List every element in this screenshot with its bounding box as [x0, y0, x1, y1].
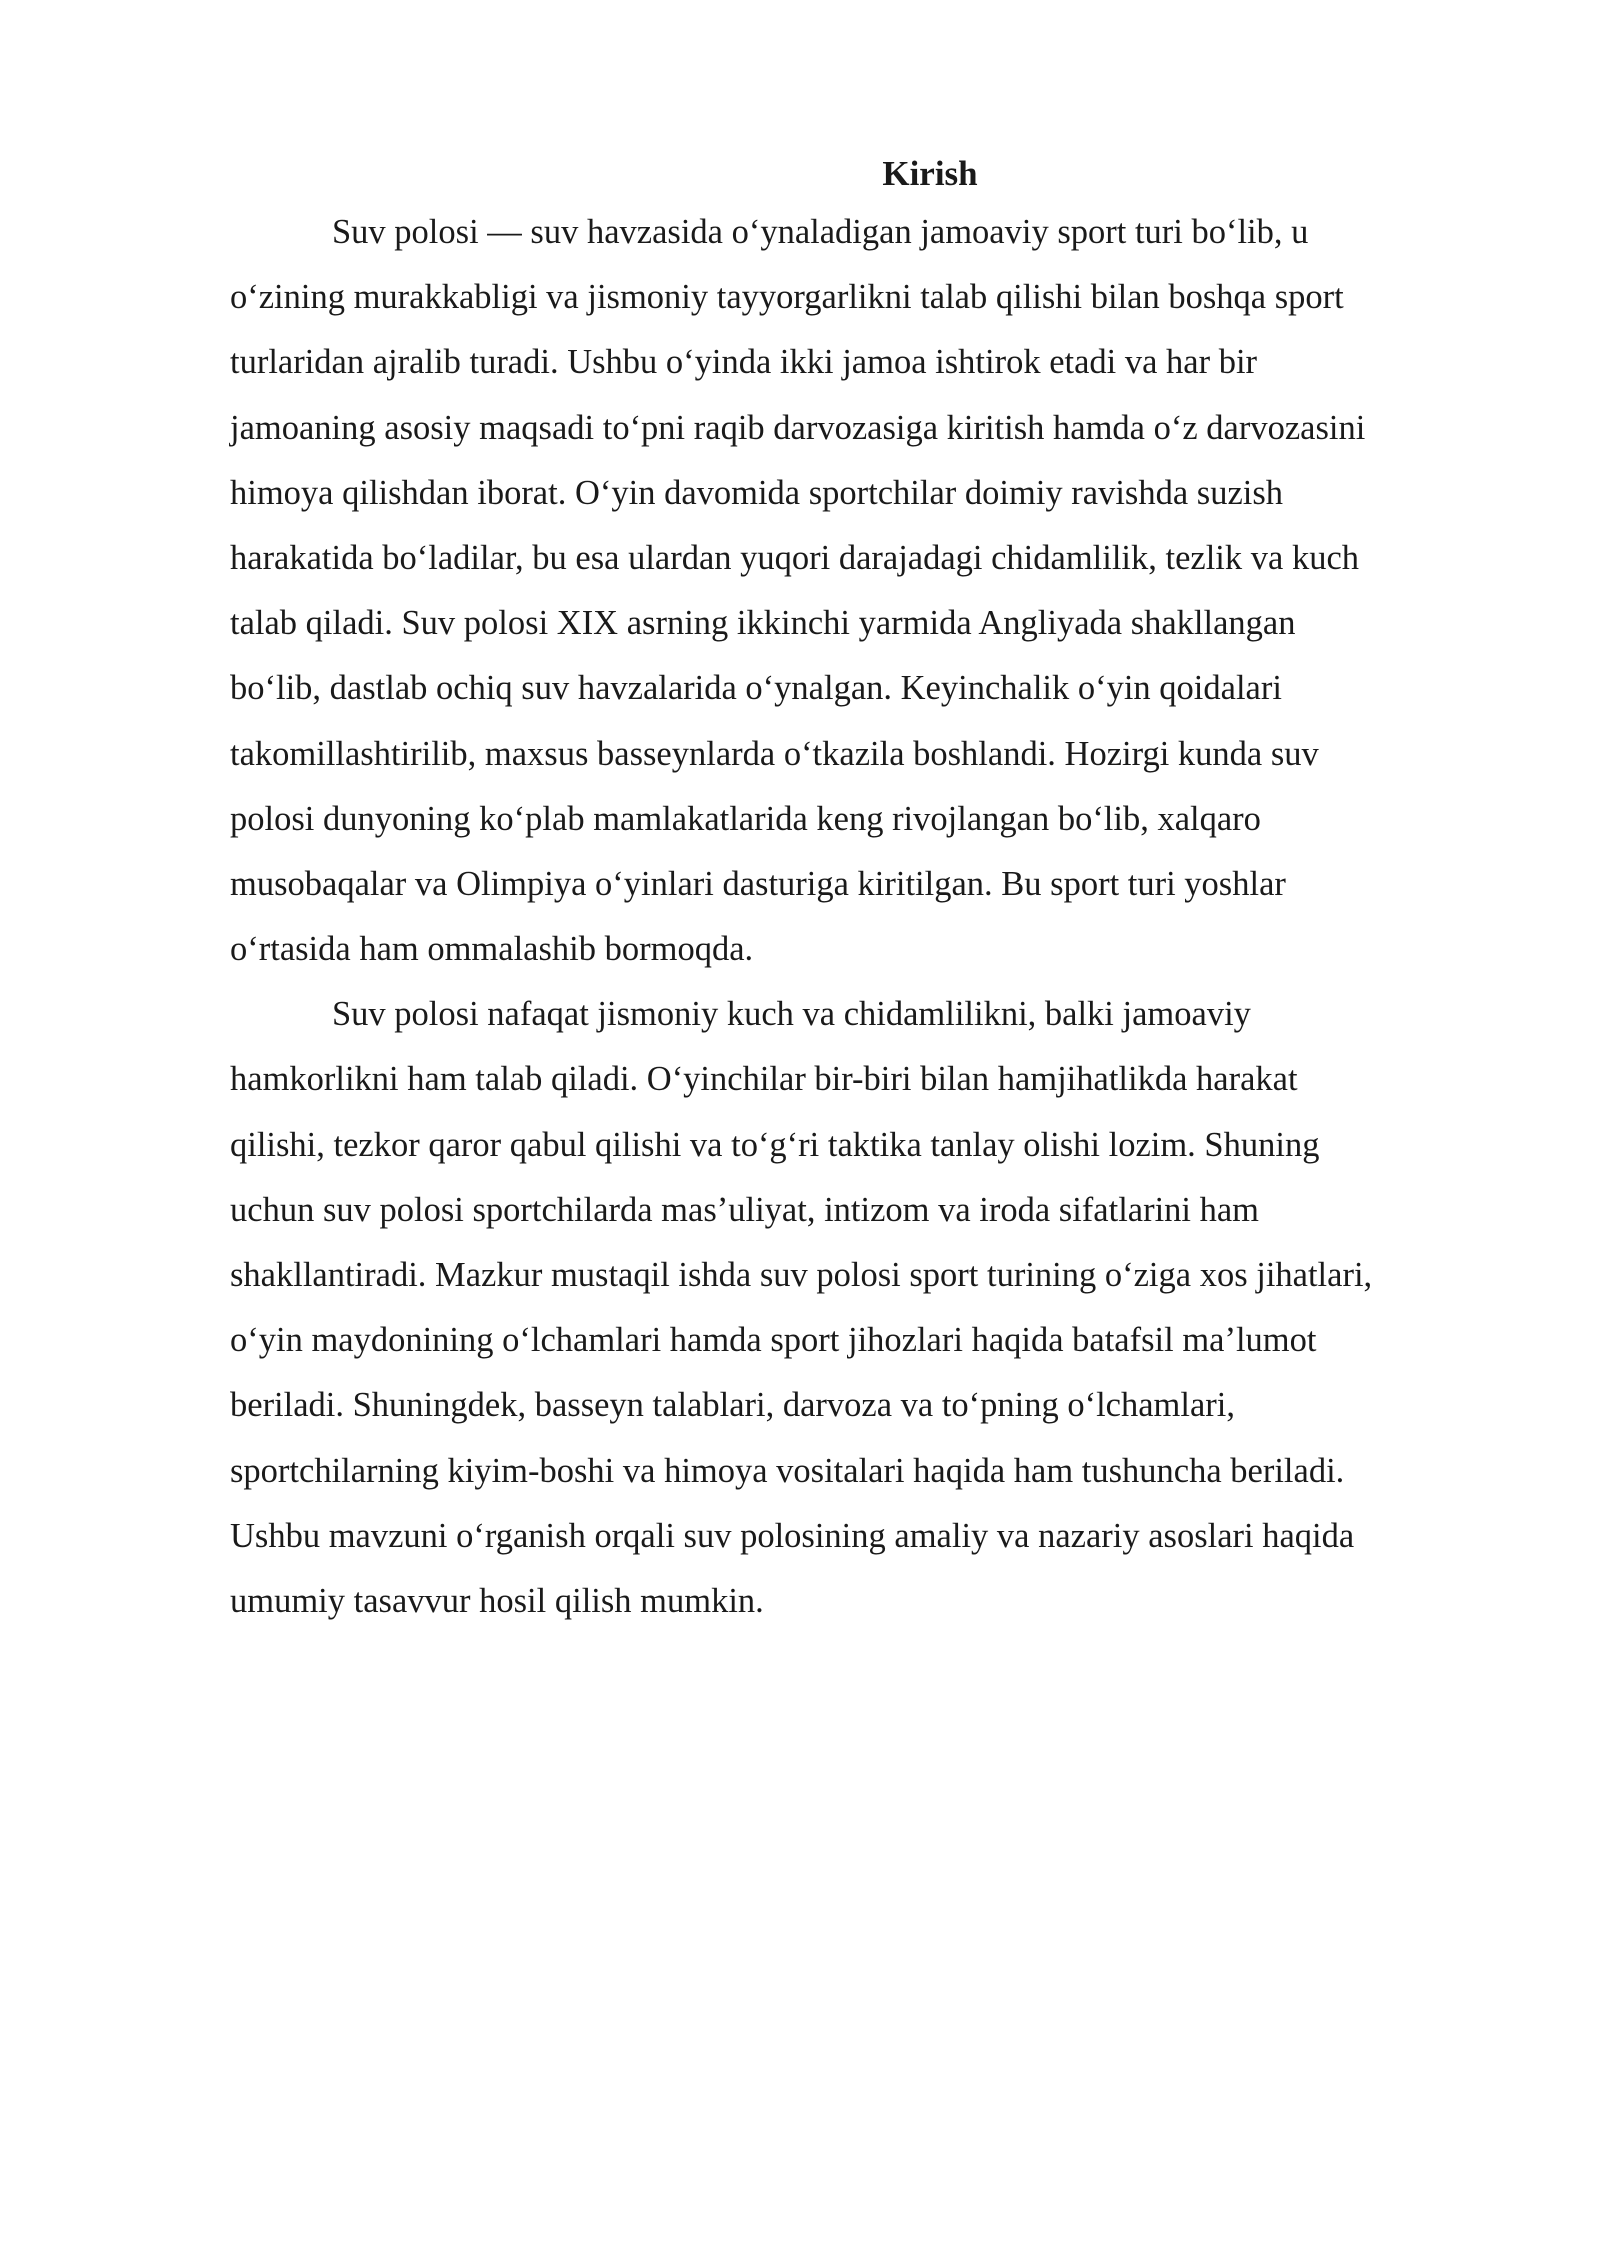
paragraph-line: polosi dunyoning koʻplab mamlakatlarida keng rivojlangan boʻlib, xalqaro — [230, 799, 1261, 838]
paragraph-line: takomillashtirilib, maxsus basseynlarda oʻtkazila boshlandi. Hozirgi kunda suv — [230, 734, 1319, 773]
document-body — [230, 148, 1490, 1634]
paragraph-line: harakatida boʻladilar, bu esa ulardan yuqori darajadagi chidamlilik, tezlik va kuch — [230, 538, 1360, 577]
paragraph-line: Suv polosi — suv havzasida oʻynaladigan jamoaviy sport turi boʻlib, u — [332, 213, 1309, 251]
paragraph-line: boʻlib, dastlab ochiq suv havzalarida oʻynalgan. Keyinchalik oʻyin qoidalari — [230, 669, 1282, 708]
paragraph-line: uchun suv polosi sportchilarda masʼuliyat, intizom va iroda sifatlarini ham — [230, 1190, 1260, 1229]
paragraph-line: qilishi, tezkor qaror qabul qilishi va toʻgʻri taktika tanlay olishi lozim. Shuning — [230, 1125, 1320, 1164]
paragraph-line: beriladi. Shuningdek, basseyn talablari, darvoza va toʻpning oʻlchamlari, — [230, 1386, 1235, 1425]
paragraph-line: oʻzining murakkabligi va jismoniy tayyorgarlikni talab qilishi bilan boshqa sport — [230, 278, 1344, 317]
paragraph-line: talab qiladi. Suv polosi XIX asrning ikkinchi yarmida Angliyada shakllangan — [230, 604, 1296, 643]
paragraph-line: turlaridan ajralib turadi. Ushbu oʻyinda ikki jamoa ishtirok etadi va har bir — [230, 343, 1258, 382]
paragraph-line: Ushbu mavzuni oʻrganish orqali suv polosining amaliy va nazariy asoslari haqida — [230, 1516, 1355, 1555]
paragraph — [230, 982, 1490, 1634]
paragraph-line: umumiy tasavvur hosil qilish mumkin. — [230, 1581, 764, 1620]
paragraphs — [230, 200, 1490, 1634]
paragraph-line: himoya qilishdan iborat. Oʻyin davomida sportchilar doimiy ravishda suzish — [230, 473, 1284, 512]
paragraph-line: hamkorlikni ham talab qiladi. Oʻyinchilar bir-biri bilan hamjihatlikda harakat — [230, 1060, 1298, 1099]
page-title: Kirish — [882, 154, 978, 193]
paragraph-line: musobaqalar va Olimpiya oʻyinlari dasturiga kiritilgan. Bu sport turi yoshlar — [230, 864, 1286, 903]
paragraph-line: shakllantiradi. Mazkur mustaqil ishda suv polosi sport turining oʻziga xos jihatlari, — [230, 1256, 1373, 1294]
paragraph-line: jamoaning asosiy maqsadi toʻpni raqib darvozasiga kiritish hamda oʻz darvozasini — [230, 408, 1366, 447]
paragraph-line: oʻrtasida ham ommalashib bormoqda. — [230, 930, 754, 969]
paragraph — [230, 200, 1490, 982]
paragraph-line: sportchilarning kiyim-boshi va himoya vositalari haqida ham tushuncha beriladi. — [230, 1451, 1345, 1490]
paragraph-line: oʻyin maydonining oʻlchamlari hamda sport jihozlari haqida batafsil maʼlumot — [230, 1321, 1317, 1360]
paragraph-line: Suv polosi nafaqat jismoniy kuch va chidamlilikni, balki jamoaviy — [332, 995, 1251, 1034]
